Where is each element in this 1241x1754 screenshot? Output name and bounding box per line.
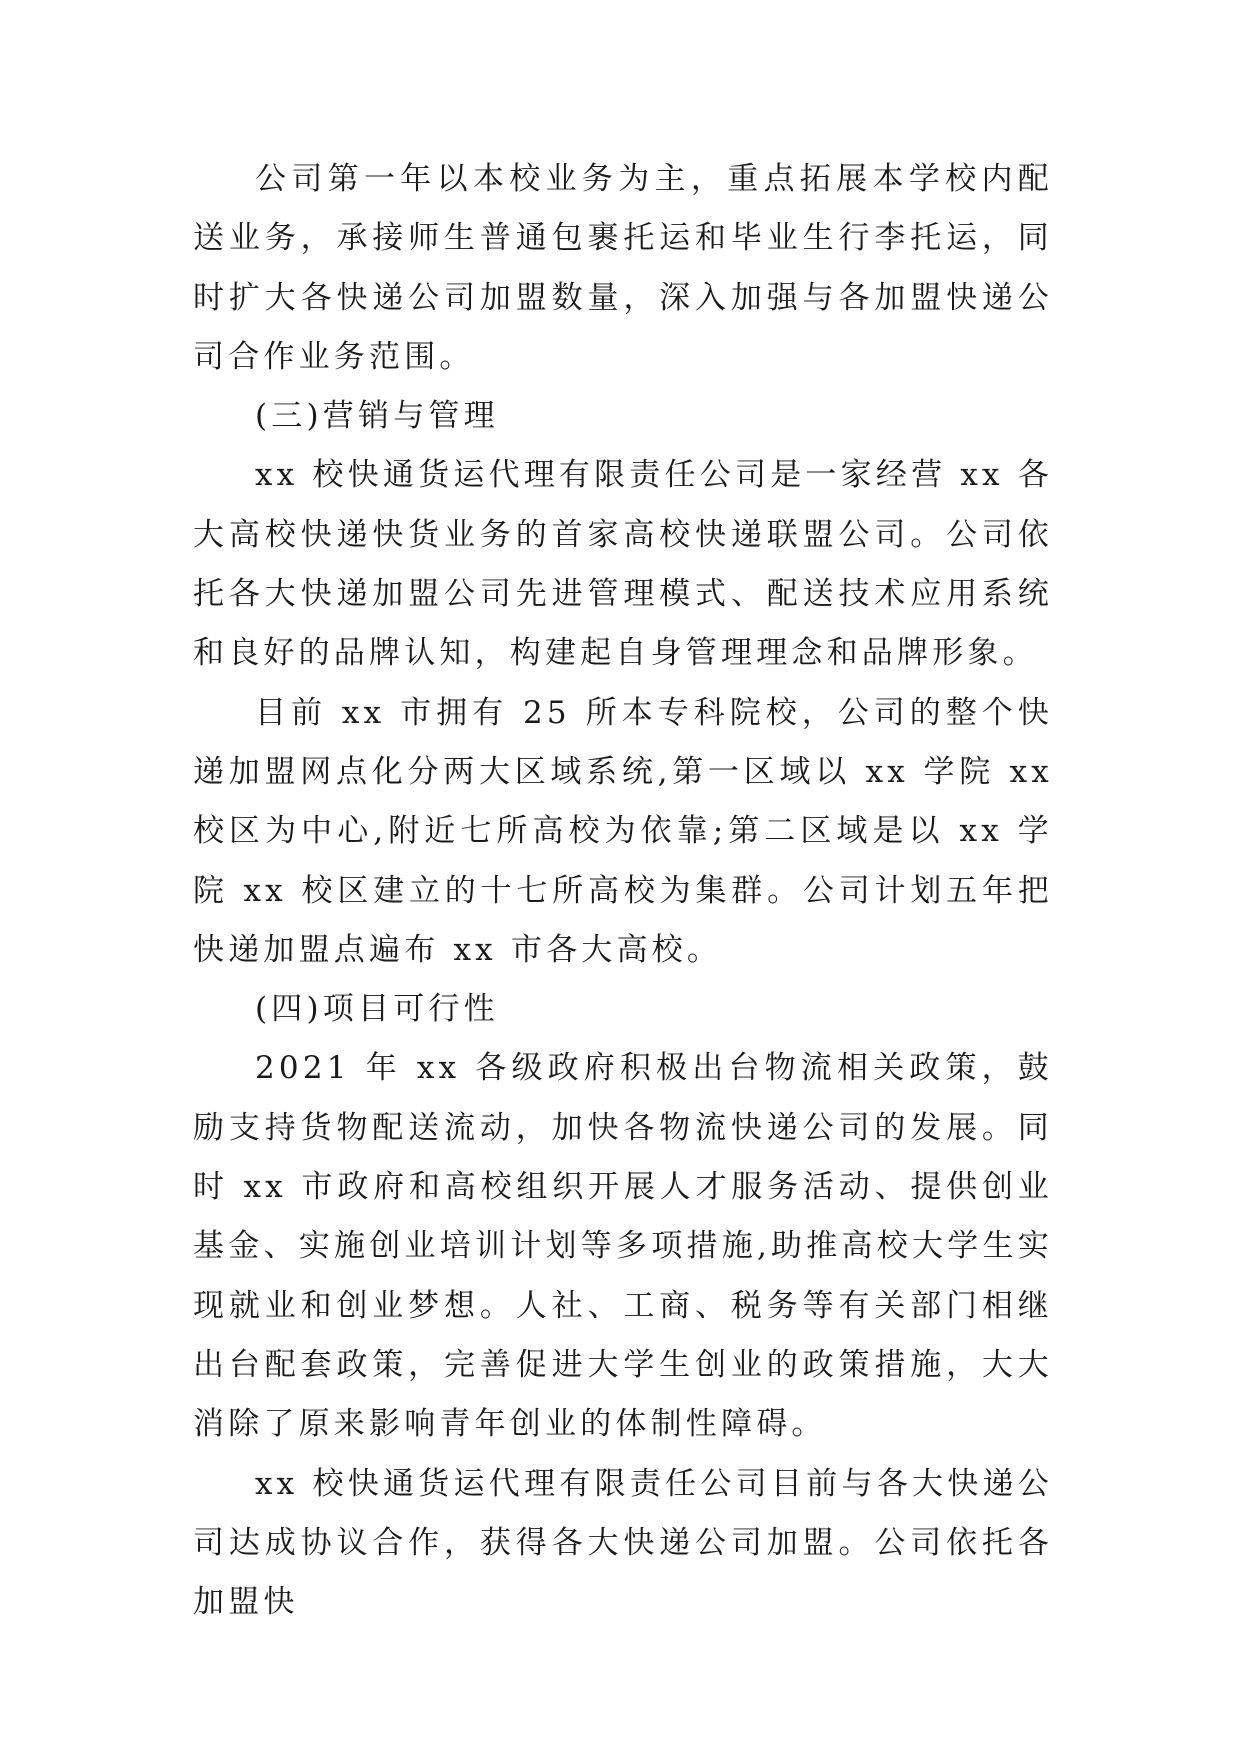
section-heading-marketing: (三)营销与管理 (255, 398, 499, 435)
paragraph-company-intro: xx 校快通货运代理有限责任公司是一家经营 xx 各大高校快递快货业务的首家高校快递联盟公司。公司依托各大快递加盟公司先进管理模式、配送技术应用系统和良好的品牌认知，构建起自身管理理念和品牌形象。 (193, 457, 1053, 672)
document-body (193, 150, 1053, 1632)
paragraph-partnerships: xx 校快通货运代理有限责任公司目前与各大快递公司达成协议合作，获得各大快递公司加盟。公司依托各加盟快 (193, 1465, 1053, 1621)
section-heading-feasibility: (四)项目可行性 (255, 991, 499, 1028)
paragraph-policy-support: 2021 年 xx 各级政府积极出台物流相关政策，鼓励支持货物配送流动，加快各物流快递公司的发展。同时 xx 市政府和高校组织开展人才服务活动、提供创业基金、实施创业培训计划等多项措施,助推高校大学生实现就业和创业梦想。人社、工商、税务等有关部门相继出台配套政策，完善促进大学生创业的政策措施，大大消除了原来影响青年创业的体制性障碍。 (193, 1050, 1053, 1443)
paragraph-network-regions: 目前 xx 市拥有 25 所本专科院校，公司的整个快递加盟网点化分两大区域系统,第一区域以 xx 学院 xx 校区为中心,附近七所高校为依靠;第二区域是以 xx 学院 xx 校区建立的十七所高校为集群。公司计划五年把快递加盟点遍布 xx 市各大高校。 (193, 694, 1053, 968)
paragraph-business-focus: 公司第一年以本校业务为主，重点拓展本学校内配送业务，承接师生普通包裹托运和毕业生行李托运，同时扩大各快递公司加盟数量，深入加强与各加盟快递公司合作业务范围。 (193, 161, 1053, 375)
